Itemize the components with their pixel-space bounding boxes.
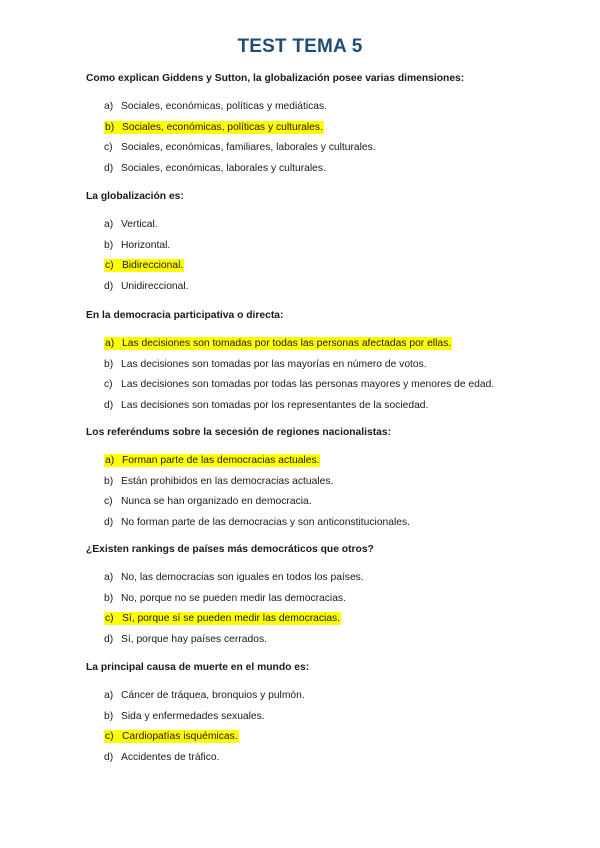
answer-option xyxy=(104,633,544,646)
question-text: ¿Existen rankings de países más democráticos que otros? xyxy=(86,544,374,555)
answer-option xyxy=(104,730,544,743)
option-text: Sociales, económicas, laborales y culturales. xyxy=(121,162,326,174)
correct-answer-text: Las decisiones son tomadas por todas las personas afectadas por ellas. xyxy=(122,338,452,349)
option-text: Nunca se han organizado en democracia. xyxy=(121,496,312,507)
correct-answer-text: Bidireccional. xyxy=(122,260,184,271)
answer-option xyxy=(104,689,544,702)
option-text: Cáncer de tráquea, bronquios y pulmón. xyxy=(121,690,305,701)
option-letter: a) xyxy=(104,572,114,583)
answer-option xyxy=(104,751,544,764)
option-letter: d) xyxy=(104,162,114,174)
option-letter: c) xyxy=(105,731,114,742)
option-letter: c) xyxy=(105,613,114,624)
answer-option xyxy=(104,162,544,175)
option-letter: b) xyxy=(105,121,115,133)
option-letter: d) xyxy=(104,751,114,763)
option-text: No forman parte de las democracias y son anticonstitucionales. xyxy=(121,516,411,528)
correct-answer-text: Sociales, económicas, políticas y culturales. xyxy=(122,121,323,133)
option-text: Vertical. xyxy=(121,219,158,230)
option-letter: c) xyxy=(104,379,113,390)
answer-option xyxy=(104,358,544,371)
question-text: Los referéndums sobre la secesión de regiones nacionalistas: xyxy=(86,427,392,438)
option-letter: d) xyxy=(104,516,114,528)
option-letter: b) xyxy=(104,239,114,251)
page-title: TEST TEMA 5 xyxy=(237,36,363,57)
answer-option xyxy=(104,218,544,231)
answer-option xyxy=(104,100,544,113)
option-letter: b) xyxy=(104,475,114,487)
option-text: Sí, porque hay países cerrados. xyxy=(121,633,267,645)
option-text: Sida y enfermedades sexuales. xyxy=(121,710,265,722)
option-letter: a) xyxy=(104,219,114,230)
correct-answer-text: Sí, porque sí se pueden medir las democracias. xyxy=(122,613,341,624)
option-text: Unidireccional. xyxy=(121,280,189,292)
option-letter: b) xyxy=(104,592,114,604)
answer-option xyxy=(104,239,544,252)
option-letter: d) xyxy=(104,399,114,411)
option-text: Las decisiones son tomadas por las mayorías en número de votos. xyxy=(121,358,427,370)
option-letter: a) xyxy=(104,690,114,701)
option-text: No, las democracias son iguales en todos los países. xyxy=(121,572,364,583)
option-letter: b) xyxy=(104,710,114,722)
option-letter: c) xyxy=(104,496,113,507)
option-letter: c) xyxy=(104,142,113,153)
option-text: Sociales, económicas, políticas y mediáticas. xyxy=(121,101,328,112)
answer-option xyxy=(104,121,544,134)
answer-option xyxy=(104,337,544,350)
answer-option xyxy=(104,495,544,508)
option-letter: a) xyxy=(104,101,114,112)
option-text: Sociales, económicas, familiares, laborales y culturales. xyxy=(121,142,376,153)
question-text: Como explican Giddens y Sutton, la globalización posee varias dimensiones: xyxy=(86,73,465,84)
option-text: Las decisiones son tomadas por los representantes de la sociedad. xyxy=(121,399,429,411)
answer-option xyxy=(104,259,544,272)
question-text: La globalización es: xyxy=(86,191,184,202)
question-text: En la democracia participativa o directa: xyxy=(86,310,284,321)
option-letter: c) xyxy=(105,260,114,271)
option-text: Accidentes de tráfico. xyxy=(121,751,220,763)
option-letter: a) xyxy=(105,455,115,466)
answer-option xyxy=(104,516,544,529)
option-text: Están prohibidos en las democracias actuales. xyxy=(121,475,334,487)
option-text: No, porque no se pueden medir las democracias. xyxy=(121,592,346,604)
answer-option xyxy=(104,141,544,154)
option-letter: d) xyxy=(104,280,114,292)
answer-option xyxy=(104,454,544,467)
answer-option xyxy=(104,710,544,723)
correct-answer-text: Forman parte de las democracias actuales. xyxy=(122,455,320,466)
correct-answer-text: Cardiopatías isquémicas. xyxy=(122,731,238,742)
answer-option xyxy=(104,399,544,412)
answer-option xyxy=(104,378,544,391)
option-text: Las decisiones son tomadas por todas las personas mayores y menores de edad. xyxy=(121,379,495,390)
answer-option xyxy=(104,592,544,605)
option-text: Horizontal. xyxy=(121,239,171,251)
answer-option xyxy=(104,612,544,625)
option-letter: d) xyxy=(104,633,114,645)
answer-option xyxy=(104,280,544,293)
question-text: La principal causa de muerte en el mundo es: xyxy=(86,662,310,673)
answer-option xyxy=(104,475,544,488)
answer-option xyxy=(104,571,544,584)
option-letter: b) xyxy=(104,358,114,370)
option-letter: a) xyxy=(105,338,115,349)
